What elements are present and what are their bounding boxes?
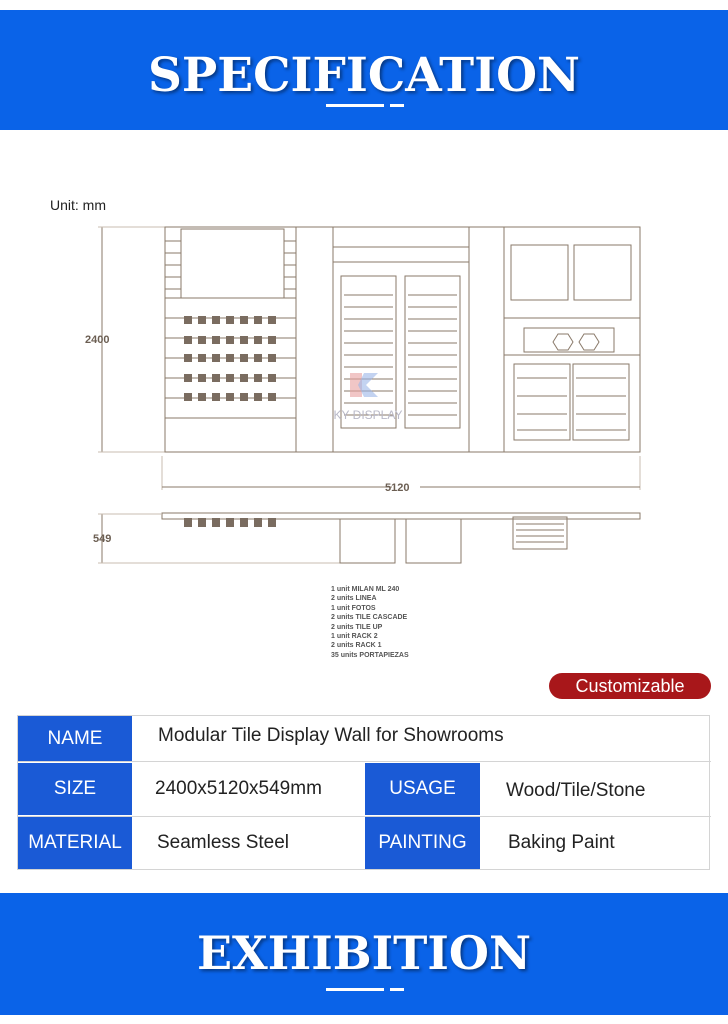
- parts-list-item: 2 units RACK 1: [331, 642, 382, 650]
- material-value: Seamless Steel: [157, 832, 290, 853]
- watermark-logo: [334, 373, 403, 422]
- size-label: SIZE: [18, 763, 132, 815]
- unit-label: Unit: mm: [50, 197, 106, 213]
- specification-banner: [0, 10, 728, 130]
- width-dimension-value: 5120: [385, 482, 410, 494]
- size-value: 2400x5120x549mm: [155, 778, 322, 799]
- painting-label: PAINTING: [365, 817, 480, 869]
- height-dimension-value: 2400: [85, 334, 110, 346]
- parts-list-item: 2 units TILE UP: [331, 623, 383, 631]
- parts-list-item: 1 unit MILAN ML 240: [331, 586, 400, 593]
- parts-list-item: 2 units LINEA: [331, 595, 377, 603]
- parts-list-item: 2 units TILE CASCADE: [331, 614, 408, 622]
- parts-list: [331, 585, 409, 660]
- exhibition-banner: [0, 893, 728, 1015]
- customizable-badge: Customizable: [549, 673, 711, 699]
- depth-dimension-value: 549: [93, 533, 112, 545]
- specification-table: [17, 715, 710, 870]
- parts-list-item: 35 units PORTAPIEZAS: [331, 651, 409, 659]
- exhibition-title: EXHIBITION: [197, 926, 531, 980]
- painting-value: Baking Paint: [508, 832, 615, 853]
- watermark-text: KY DISPLAY: [333, 408, 403, 422]
- name-label: NAME: [18, 716, 132, 761]
- parts-list-item: 1 unit RACK 2: [331, 633, 378, 641]
- parts-list-item: 1 unit FOTOS: [331, 604, 376, 612]
- specification-title: SPECIFICATION: [147, 48, 581, 103]
- name-value: Modular Tile Display Wall for Showrooms: [158, 725, 504, 746]
- usage-value: Wood/Tile/Stone: [506, 780, 646, 801]
- usage-label: USAGE: [365, 763, 480, 815]
- material-label: MATERIAL: [18, 817, 132, 869]
